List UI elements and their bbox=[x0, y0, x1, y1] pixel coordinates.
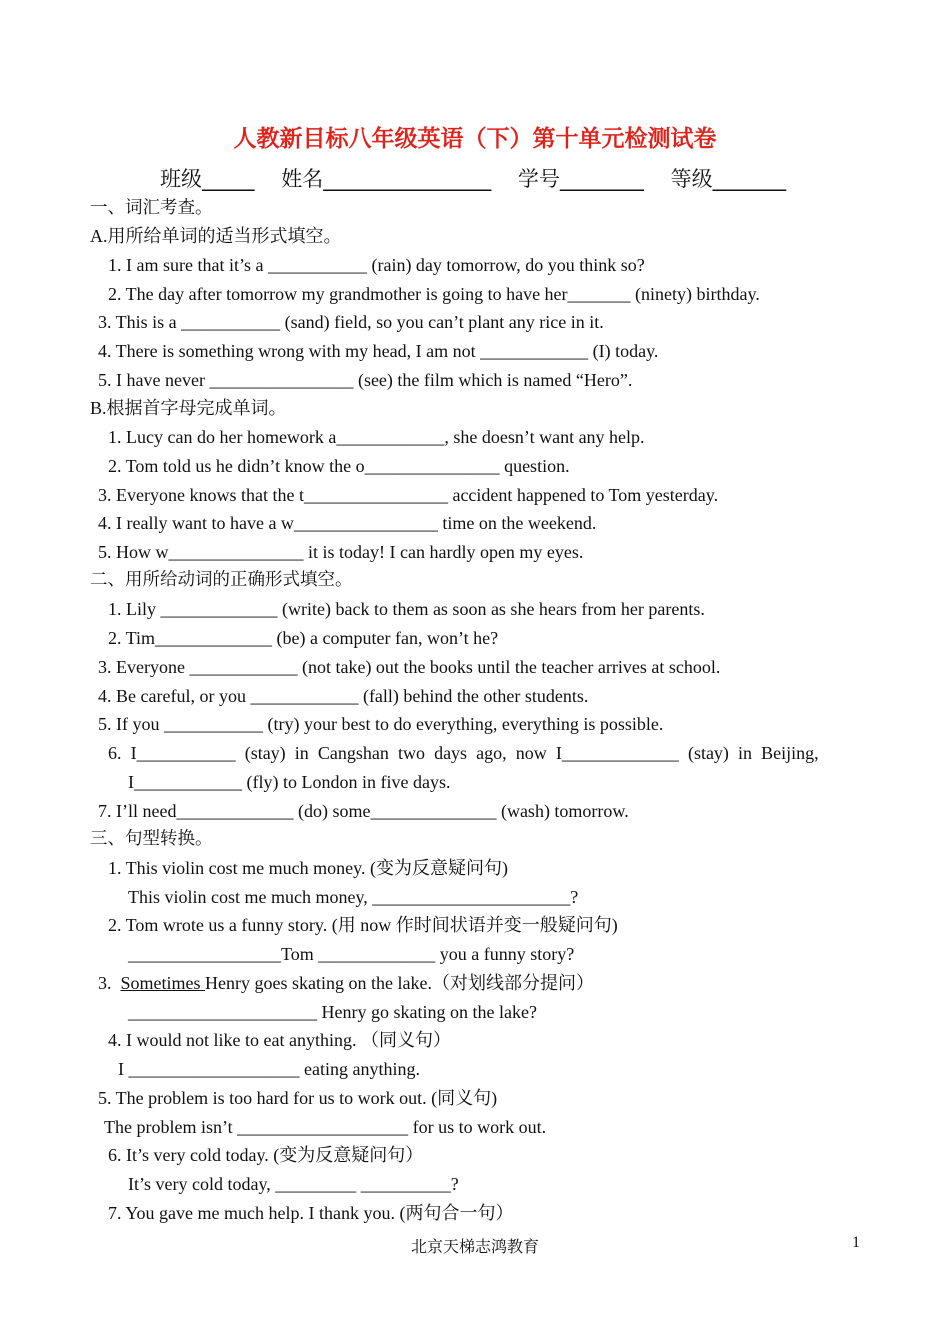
section-2-heading: 二、用所给动词的正确形式填空。 bbox=[90, 570, 353, 590]
question-2-2: 2. Tim_____________ (be) a computer fan, won’t he? bbox=[108, 628, 499, 648]
question-3-2: 2. Tom wrote us a funny story. (用 now 作时间状语并变一般疑问句) bbox=[108, 915, 618, 935]
page-title: 人教新目标八年级英语（下）第十单元检测试卷 bbox=[233, 126, 717, 152]
question-2-4: 4. Be careful, or you ____________ (fall) behind the other students. bbox=[98, 686, 589, 706]
question-2-3: 3. Everyone ____________ (not take) out the books until the teacher arrives at school. bbox=[98, 657, 721, 677]
part-a-heading: A.用所给单词的适当形式填空。 bbox=[90, 226, 342, 246]
question-2-6-continued: I____________ (fly) to London in five days. bbox=[128, 772, 451, 792]
question-3-1-answer: This violin cost me much money, ______________________? bbox=[128, 887, 579, 907]
question-3-5-answer: The problem isn’t ___________________ for us to work out. bbox=[104, 1117, 547, 1137]
question-2-7: 7. I’ll need_____________ (do) some______________ (wash) tomorrow. bbox=[98, 801, 629, 821]
question-a2: 2. The day after tomorrow my grandmother is going to have her_______ (ninety) birthday. bbox=[108, 284, 760, 304]
question-b5: 5. How w_______________ it is today! I can hardly open my eyes. bbox=[98, 542, 584, 562]
question-3-3-number: 3. bbox=[98, 973, 112, 993]
question-a1: 1. I am sure that it’s a ___________ (rain) day tomorrow, do you think so? bbox=[108, 255, 645, 275]
question-b3: 3. Everyone knows that the t________________ accident happened to Tom yesterday. bbox=[98, 485, 719, 505]
question-3-3 bbox=[98, 972, 594, 994]
page-number: 1 bbox=[852, 1234, 860, 1251]
question-3-7: 7. You gave me much help. I thank you. (两句合一句） bbox=[108, 1203, 514, 1223]
question-3-1: 1. This violin cost me much money. (变为反意疑问句) bbox=[108, 858, 508, 878]
part-b-heading: B.根据首字母完成单词。 bbox=[90, 398, 287, 418]
question-a4: 4. There is something wrong with my head, I am not ____________ (I) today. bbox=[98, 341, 659, 361]
question-a5: 5. I have never ________________ (see) the film which is named “Hero”. bbox=[98, 370, 633, 390]
question-a3: 3. This is a ___________ (sand) field, so you can’t plant any rice in it. bbox=[98, 312, 604, 332]
question-2-5: 5. If you ___________ (try) your best to do everything, everything is possible. bbox=[98, 714, 664, 734]
question-3-6: 6. It’s very cold today. (变为反意疑问句） bbox=[108, 1145, 424, 1165]
question-3-4-answer: I ___________________ eating anything. bbox=[118, 1059, 420, 1079]
student-info-line: 班级_____ 姓名________________ 学号________ 等级_______ bbox=[160, 167, 787, 191]
section-1-heading: 一、词汇考查。 bbox=[90, 198, 213, 218]
question-2-1: 1. Lily _____________ (write) back to them as soon as she hears from her parents. bbox=[108, 599, 705, 619]
question-3-2-answer: _________________Tom _____________ you a funny story? bbox=[128, 944, 575, 964]
question-3-6-answer: It’s very cold today, _________ __________? bbox=[128, 1174, 459, 1194]
question-3-3-answer: _____________________ Henry go skating on the lake? bbox=[128, 1002, 537, 1022]
section-3-heading: 三、句型转换。 bbox=[90, 829, 213, 849]
underlined-word: Sometimes bbox=[120, 973, 205, 993]
question-b2: 2. Tom told us he didn’t know the o_______________ question. bbox=[108, 456, 570, 476]
question-b1: 1. Lucy can do her homework a____________, she doesn’t want any help. bbox=[108, 427, 645, 447]
question-3-4: 4. I would not like to eat anything. （同义句） bbox=[108, 1030, 451, 1050]
question-b4: 4. I really want to have a w________________ time on the weekend. bbox=[98, 513, 597, 533]
footer-publisher: 北京天梯志鸿教育 bbox=[410, 1239, 539, 1256]
question-3-3-text: Henry goes skating on the lake.（对划线部分提问） bbox=[205, 973, 594, 993]
question-3-5: 5. The problem is too hard for us to work out. (同义句) bbox=[98, 1088, 498, 1108]
question-2-6: 6. I___________ (stay) in Cangshan two days ago, now I_____________ (stay) in Beijing, bbox=[108, 743, 819, 763]
